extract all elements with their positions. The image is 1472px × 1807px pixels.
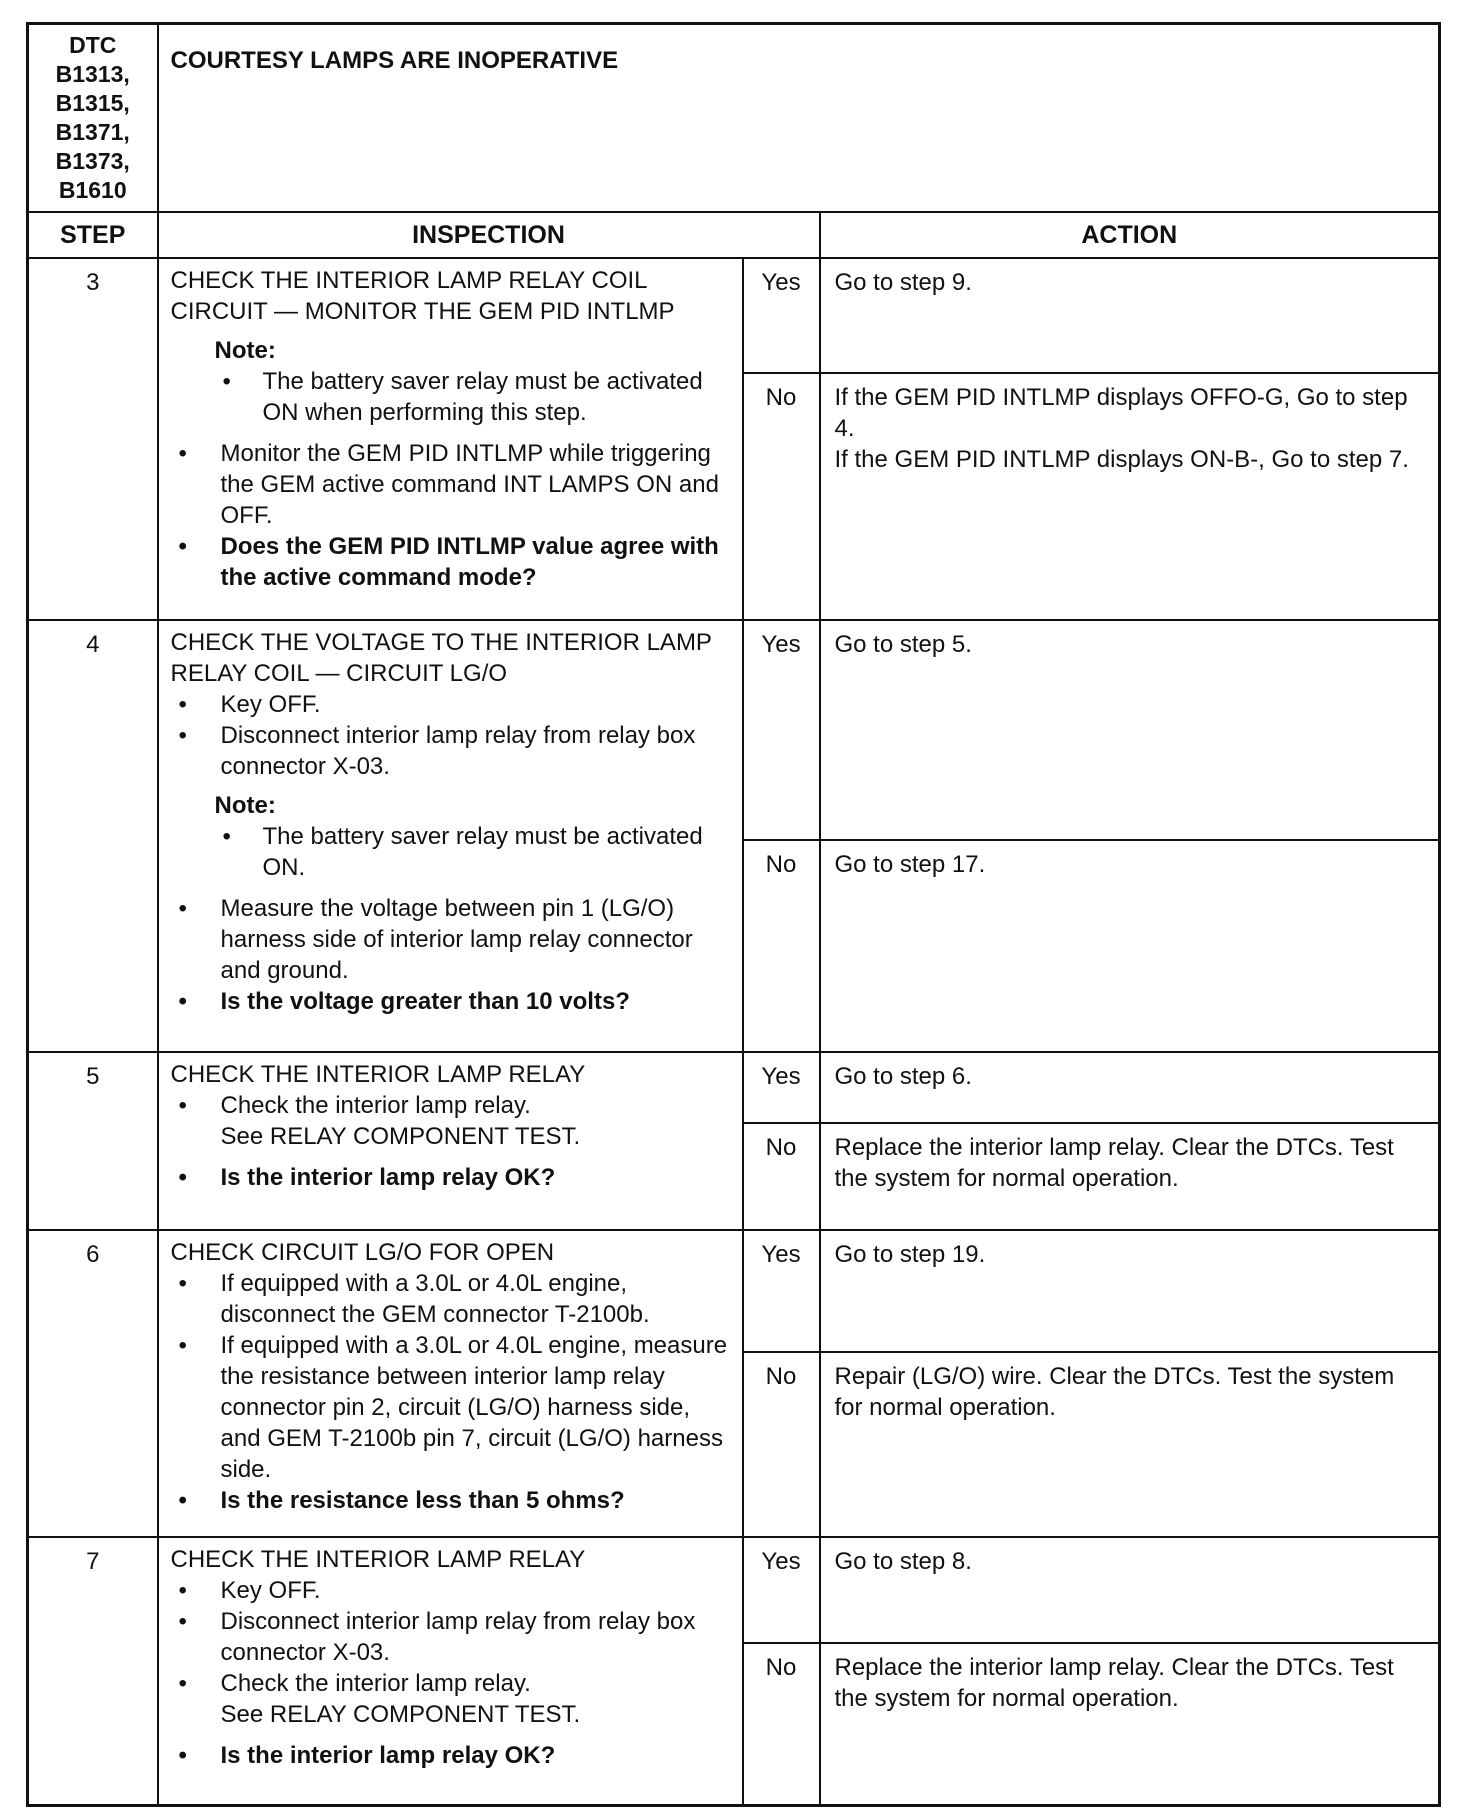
step-row-6-yes xyxy=(28,1230,1440,1352)
step-title: CHECK THE INTERIOR LAMP RELAY xyxy=(170,1546,586,1573)
step-number: 7 xyxy=(28,1537,158,1806)
step-number: 4 xyxy=(28,620,158,1052)
step-question: • Does the GEM PID INTLMP value agree with the active command mode? xyxy=(171,531,732,593)
no-action: Replace the interior lamp relay. Clear the DTCs. Test the system for normal operation. xyxy=(820,1643,1440,1805)
no-action xyxy=(820,373,1440,620)
no-label: No xyxy=(743,1643,820,1805)
table-title: COURTESY LAMPS ARE INOPERATIVE xyxy=(158,24,1440,213)
no-label: No xyxy=(743,840,820,1052)
yes-label: Yes xyxy=(743,1537,820,1643)
no-action: Replace the interior lamp relay. Clear the DTCs. Test the system for normal operation. xyxy=(820,1123,1440,1230)
note-label: Note: xyxy=(214,337,276,364)
inspection-bullet: • Key OFF. xyxy=(171,689,732,720)
inspection-bullet xyxy=(171,1668,732,1730)
step-question: • Is the interior lamp relay OK? xyxy=(171,1740,732,1771)
table-header-row xyxy=(28,24,1440,213)
yes-label: Yes xyxy=(743,258,820,373)
see-reference: See RELAY COMPONENT TEST. xyxy=(220,1123,581,1150)
step-question: • Is the voltage greater than 10 volts? xyxy=(171,986,732,1017)
no-label: No xyxy=(743,1352,820,1537)
step-question: • Is the interior lamp relay OK? xyxy=(171,1162,732,1193)
step-title: CHECK CIRCUIT LG/O FOR OPEN xyxy=(170,1239,555,1266)
no-action: Go to step 17. xyxy=(820,840,1440,1052)
inspection-bullet: • Disconnect interior lamp relay from relay box connector X-03. xyxy=(171,1606,732,1668)
step-inspection xyxy=(158,1230,743,1537)
dtc-codes-line-2: B1371, B1373, B1610 xyxy=(55,119,130,203)
note-label: Note: xyxy=(214,792,276,819)
column-heading-row xyxy=(28,212,1440,258)
column-heading-action: ACTION xyxy=(820,212,1440,258)
inspection-bullet xyxy=(171,1090,732,1152)
inspection-bullet: • If equipped with a 3.0L or 4.0L engine, measure the resistance between interior lamp relay connector pin 2, circuit (LG/O) harness side, and GEM T-2100b pin 7, circuit (LG/O) harness side. xyxy=(171,1330,732,1485)
step-row-4-yes xyxy=(28,620,1440,840)
step-inspection xyxy=(158,1052,743,1230)
see-reference: See RELAY COMPONENT TEST. xyxy=(220,1701,581,1728)
yes-action: Go to step 5. xyxy=(820,620,1440,840)
yes-label: Yes xyxy=(743,1230,820,1352)
dtc-codes xyxy=(28,24,158,213)
inspection-bullet: • Disconnect interior lamp relay from relay box connector X-03. xyxy=(171,720,732,782)
yes-action: Go to step 19. xyxy=(820,1230,1440,1352)
no-action-line: If the GEM PID INTLMP displays OFFO-G, Go to step 4. xyxy=(834,384,1408,443)
dtc-codes-line-1: DTC B1313, B1315, xyxy=(55,32,130,116)
step-row-5-yes xyxy=(28,1052,1440,1123)
note-bullet: • The battery saver relay must be activated ON. xyxy=(215,821,732,883)
inspection-bullet: • Measure the voltage between pin 1 (LG/O) harness side of interior lamp relay connector and ground. xyxy=(171,893,732,986)
no-action: Repair (LG/O) wire. Clear the DTCs. Test the system for normal operation. xyxy=(820,1352,1440,1537)
note-bullet: • The battery saver relay must be activated ON when performing this step. xyxy=(215,366,732,428)
inspection-bullet: • Key OFF. xyxy=(171,1575,732,1606)
yes-action: Go to step 6. xyxy=(820,1052,1440,1123)
step-inspection xyxy=(158,258,743,620)
yes-action: Go to step 9. xyxy=(820,258,1440,373)
step-inspection xyxy=(158,620,743,1052)
inspection-bullet-text: • Check the interior lamp relay. xyxy=(220,1092,531,1119)
no-action-line: If the GEM PID INTLMP displays ON-B-, Go to step 7. xyxy=(834,446,1409,474)
step-title: CHECK THE INTERIOR LAMP RELAY COIL CIRCUIT — MONITOR THE GEM PID INTLMP xyxy=(170,267,675,325)
step-question: • Is the resistance less than 5 ohms? xyxy=(171,1485,732,1516)
column-heading-step: STEP xyxy=(28,212,158,258)
no-label: No xyxy=(743,373,820,620)
diagnostic-table-sheet xyxy=(26,22,1438,1807)
yes-action: Go to step 8. xyxy=(820,1537,1440,1643)
step-row-7-yes xyxy=(28,1537,1440,1643)
note-block xyxy=(171,790,732,883)
diagnostic-table xyxy=(26,22,1441,1807)
step-title: CHECK THE VOLTAGE TO THE INTERIOR LAMP RELAY COIL — CIRCUIT LG/O xyxy=(170,629,712,687)
step-number: 3 xyxy=(28,258,158,620)
column-heading-inspection: INSPECTION xyxy=(158,212,820,258)
note-block xyxy=(171,335,732,428)
inspection-bullet: • Monitor the GEM PID INTLMP while triggering the GEM active command INT LAMPS ON and OFF. xyxy=(171,438,732,531)
step-inspection xyxy=(158,1537,743,1806)
yes-label: Yes xyxy=(743,1052,820,1123)
step-number: 5 xyxy=(28,1052,158,1230)
inspection-bullet-text: • Check the interior lamp relay. xyxy=(220,1670,531,1697)
yes-label: Yes xyxy=(743,620,820,840)
no-label: No xyxy=(743,1123,820,1230)
step-row-3-yes xyxy=(28,258,1440,373)
inspection-bullet: • If equipped with a 3.0L or 4.0L engine, disconnect the GEM connector T-2100b. xyxy=(171,1268,732,1330)
step-number: 6 xyxy=(28,1230,158,1537)
step-title: CHECK THE INTERIOR LAMP RELAY xyxy=(170,1061,586,1088)
